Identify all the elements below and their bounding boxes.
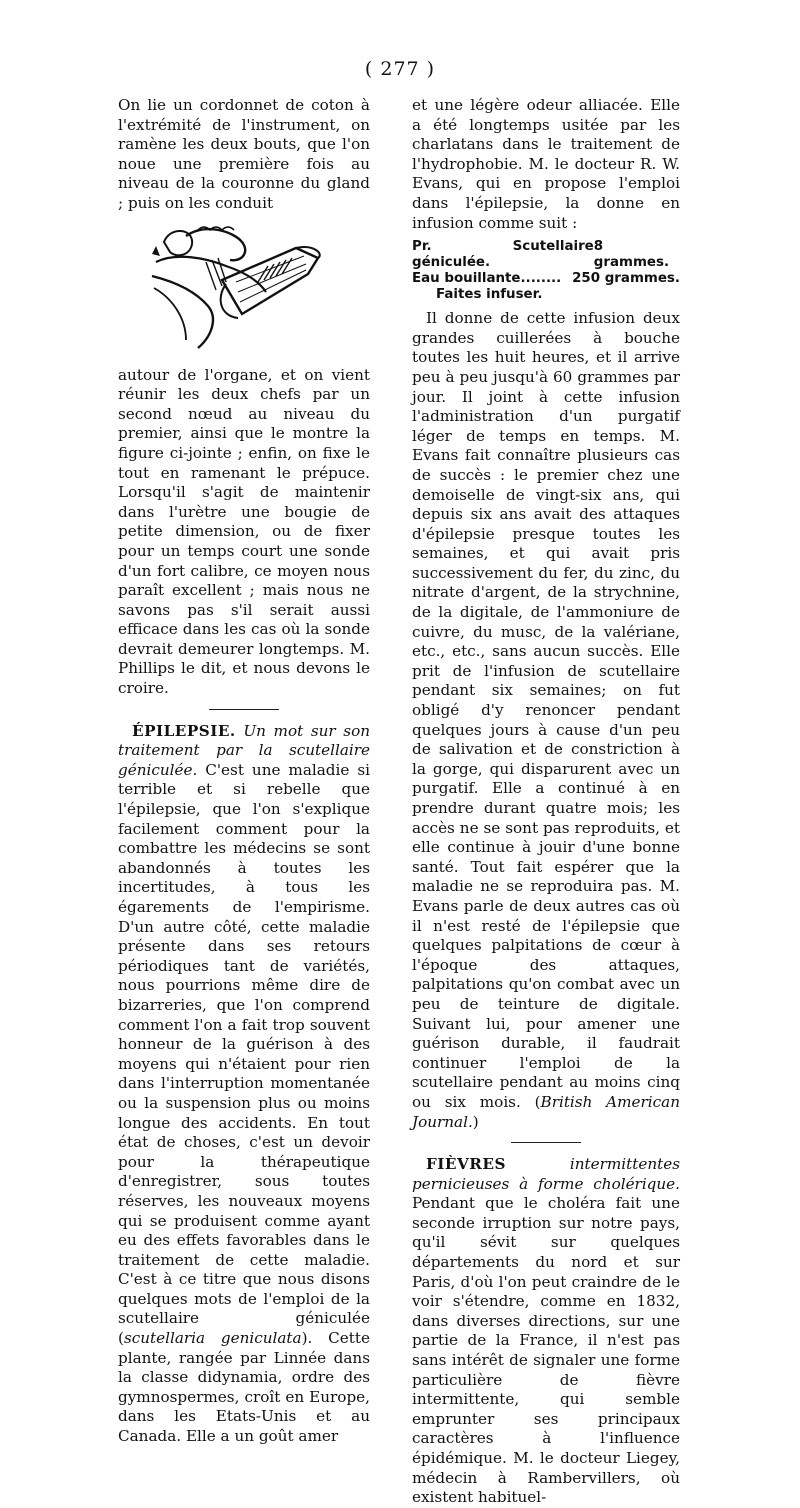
epilepsie-latin-name: scutellaria geniculata [123,1329,302,1348]
right-paragraph-1: et une légère odeur alliacée. Elle a été longtemps usitée par les charlatans dans le traitement de l'hydrophobie. M. le docteur R. W. Evans, qui en propose l'emploi dans l'épilepsie, la donne en infusion comme suit : [412,96,680,232]
recipe-ingredient-2: Eau bouillante........ [412,271,562,287]
fievres-heading: FIÈVRES [426,1155,506,1174]
right-column [412,96,680,1508]
epilepsie-heading: ÉPILEPSIE. [132,721,236,740]
epilepsie-title: Un mot sur son traitement par la scutellaire géniculée. [118,721,370,779]
fievres-article [412,1155,680,1508]
fievres-title: intermittentes pernicieuses à forme cholérique. [412,1155,680,1193]
recipe-line-1 [412,239,680,271]
epilepsie-text-b: ). Cette plante, rangée par Linnée dans la classe didynamia, ordre des gymnospermes, croît en Europe, dans les Etats-Unis et au Canada. Elle a un goût amer [118,1329,370,1446]
left-paragraph-2: autour de l'organe, et on vient réunir les deux chefs par un second nœud au niveau du premier, ainsi que le montre la figure ci-jointe ; enfin, on fixe le tout en ramenant le prépuce. Lorsqu'il s'agit de maintenir dans l'urètre une bougie de petite dimension, ou de fixer pour un temps court une sonde d'un fort calibre, ce moyen nous paraît excellent ; mais nous ne savons pas s'il serait aussi efficace dans les cas où la sonde devrait demeurer longtemps. M. Phillips le dit, et nous devons le croire. [118,365,370,698]
evans-text: Il donne de cette infusion deux grandes cuillerées à bouche toutes les huit heures, et il arrive peu à peu jusqu'à 60 grammes par jour. Il joint à cette infusion l'administration d'un purgatif léger de temps en temps. M. Evans fait connaître plusieurs cas de succès : le premier chez une demoiselle de vingt-six ans, qui depuis six ans avait des attaques d'épilepsie presque toutes les semaines, et qui avait pris successivement du fer, du zinc, du nitrate d'argent, de la strychnine, de la digitale, de l'ammoniure de cuivre, du musc, de la valériane, etc., etc., sans aucun succès. Elle prit de l'infusion de scutellaire pendant six semaines; on fut obligé d'y renoncer pendant quelques jours à cause d'un peu de salivation et de constriction à la gorge, qui disparurent avec un purgatif. Elle a continué à en prendre durant quatre mois; les accès ne se sont pas reproduits, et elle continue à jouir d'une bonne santé. Tout fait espérer que la maladie ne se reproduira pas. M. Evans parle de deux autres cas où il n'est resté de l'épilepsie que quelques palpitations de cœur à l'époque des attaques, palpitations qu'on combat avec un peu de teinture de digitale. Suivant lui, pour amener une guérison durable, il faudrait continuer l'emploi de la scutellaire pendant au moins cinq ou six mois. ( [412,309,680,1111]
recipe-amount-2: 250 grammes. [572,271,680,287]
left-paragraph-1: On lie un cordonnet de coton à l'extrémité de l'instrument, on ramène les deux bouts, que l'on noue une première fois au niveau de la couronne du gland ; puis on les conduit [118,96,370,212]
recipe-block [412,239,680,303]
recipe-line-2 [412,271,680,287]
recipe-ingredient-1: Pr. Scutellaire géniculée. [412,239,594,271]
section-divider-2 [511,1142,581,1143]
bandage-illustration [146,222,326,360]
recipe-instruction: Faites infuser. [436,287,543,303]
section-divider [209,709,279,710]
citation-close: ) [472,1112,479,1131]
epilepsie-article [118,722,370,1447]
recipe-amount-1: 8 grammes. [593,239,670,271]
source-citation: British American Journal. [412,1092,680,1131]
fievres-text: Pendant que le choléra fait une seconde irruption sur notre pays, qu'il sévit sur quelques départements du nord et sur Paris, d'où l'on peut craindre de le voir s'étendre, comme en 1832, dans diverses directions, sur une partie de la France, il n'est pas sans intérêt de signaler une forme particulière de fièvre intermittente, qui semble emprunter ses principaux caractères à l'influence épidémique. M. le docteur Liegey, médecin à Rambervillers, où existent habituel- [412,1194,680,1507]
right-paragraph-2 [412,309,680,1132]
page-number: ( 277 ) [364,58,436,80]
left-column [118,96,370,1447]
epilepsie-text-a: C'est une maladie si terrible et si rebelle que l'épilepsie, que l'on s'explique facilement comment pour la combattre les médecins se sont abandonnés à toutes les incertitudes, à tous les égarements de l'empirisme. D'un autre côté, cette maladie présente dans ses retours périodiques tant de variétés, nous pourrions même dire de bizarreries, que l'on comprend comment l'on a fait trop souvent honneur de la guérison à des moyens qui n'étaient pour rien dans l'interruption momentanée ou la suspension plus ou moins longue des accidents. En tout état de choses, c'est un devoir pour la thérapeutique d'enregistrer, sous toutes réserves, les nouveaux moyens qui se produisent comme ayant eu des effets favorables dans le traitement de cette maladie. C'est à ce titre que nous disons quelques mots de l'emploi de la scutellaire géniculée ( [118,760,370,1348]
